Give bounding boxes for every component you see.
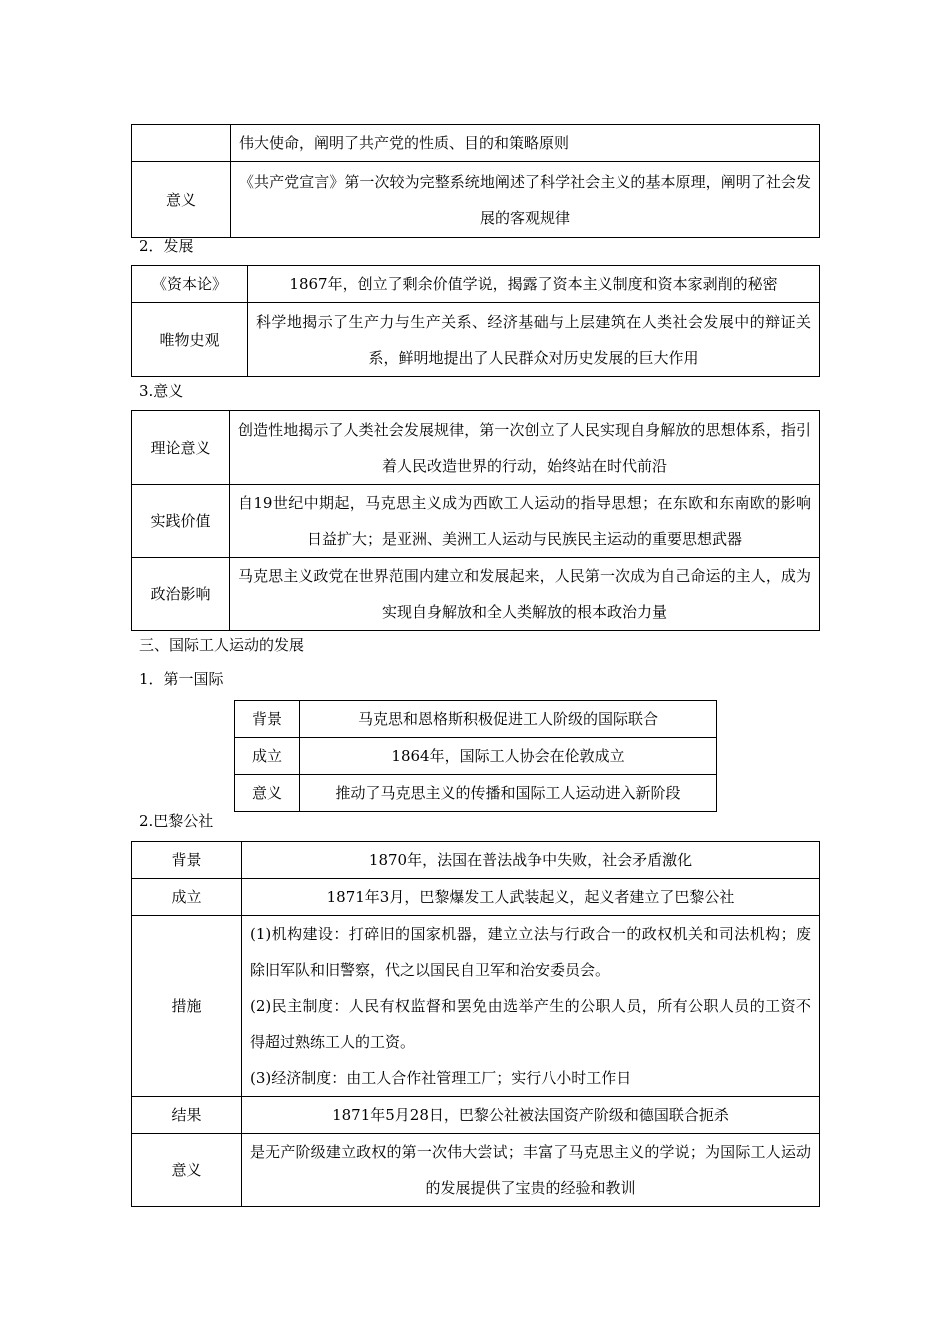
table-cell-content: 是无产阶级建立政权的第一次伟大尝试；丰富了马克思主义的学说；为国际工人运动的发展提供了宝贵的经验和教训 [242,1134,820,1207]
development-table [131,265,820,377]
section-heading-paris-commune: 2.巴黎公社 [139,812,214,830]
table-cell-label: 成立 [235,738,300,775]
table-row [132,1097,820,1134]
table-row [132,485,820,558]
section-heading-three: 三、国际工人运动的发展 [139,636,305,654]
significance-table [131,410,820,631]
table-cell-content: 自19世纪中期起，马克思主义成为西欧工人运动的指导思想；在东欧和东南欧的影响日益扩大；是亚洲、美洲工人运动与民族民主运动的重要思想武器 [230,485,820,558]
first-international-table [234,700,717,812]
table-cell-label: 理论意义 [132,411,230,485]
table-cell-content: 1867年，创立了剩余价值学说，揭露了资本主义制度和资本家剥削的秘密 [248,266,820,303]
table-cell-content: 马克思和恩格斯积极促进工人阶级的国际联合 [300,701,717,738]
table-row [132,125,820,162]
section-heading-significance: 3.意义 [139,382,184,400]
table-cell-content: 《共产党宣言》第一次较为完整系统地阐述了科学社会主义的基本原理，阐明了社会发展的客观规律 [231,162,820,238]
table-row [235,701,717,738]
table-cell-content: 科学地揭示了生产力与生产关系、经济基础与上层建筑在人类社会发展中的辩证关系，鲜明地提出了人民群众对历史发展的巨大作用 [248,303,820,377]
table-row [132,162,820,238]
table-row [235,738,717,775]
table-cell-label: 意义 [132,162,231,238]
table-row [132,1134,820,1207]
table-row [132,303,820,377]
table-cell-label: 成立 [132,879,242,916]
table-row [132,558,820,631]
table-cell-measures [242,916,820,1097]
measure-item: (3)经济制度：由工人合作社管理工厂；实行八小时工作日 [250,1069,632,1087]
table-cell-label: 措施 [132,916,242,1097]
table-cell-label: 背景 [132,842,242,879]
table-cell-label: 实践价值 [132,485,230,558]
table-cell-label: 政治影响 [132,558,230,631]
measure-item: (2)民主制度：人民有权监督和罢免由选举产生的公职人员，所有公职人员的工资不得超过熟练工人的工资。 [250,997,811,1051]
table-cell-content: 1871年5月28日，巴黎公社被法国资产阶级和德国联合扼杀 [242,1097,820,1134]
table-row [132,916,820,1097]
table-cell-content: 1864年，国际工人协会在伦敦成立 [300,738,717,775]
table-cell-content: 1871年3月，巴黎爆发工人武装起义，起义者建立了巴黎公社 [242,879,820,916]
table-row [132,842,820,879]
table-row [132,411,820,485]
table-cell-label: 唯物史观 [132,303,248,377]
table-cell-content: 伟大使命，阐明了共产党的性质、目的和策略原则 [231,125,820,162]
table-row [132,266,820,303]
section-heading-development: 2．发展 [139,237,194,255]
paris-commune-table [131,841,820,1207]
table-cell-content: 创造性地揭示了人类社会发展规律，第一次创立了人民实现自身解放的思想体系，指引着人民改造世界的行动，始终站在时代前沿 [230,411,820,485]
table-cell-label: 背景 [235,701,300,738]
measure-item: (1)机构建设：打碎旧的国家机器，建立立法与行政合一的政权机关和司法机构；废除旧军队和旧警察，代之以国民自卫军和治安委员会。 [250,925,811,979]
section-heading-first-international: 1．第一国际 [139,670,224,688]
table-row [235,775,717,812]
table-cell-label: 意义 [132,1134,242,1207]
manifesto-table [131,124,820,238]
table-cell-label: 意义 [235,775,300,812]
table-cell-label: 结果 [132,1097,242,1134]
table-cell-label [132,125,231,162]
table-cell-label: 《资本论》 [132,266,248,303]
table-cell-content: 1870年，法国在普法战争中失败，社会矛盾激化 [242,842,820,879]
table-cell-content: 马克思主义政党在世界范围内建立和发展起来，人民第一次成为自己命运的主人，成为实现自身解放和全人类解放的根本政治力量 [230,558,820,631]
table-cell-content: 推动了马克思主义的传播和国际工人运动进入新阶段 [300,775,717,812]
table-row [132,879,820,916]
